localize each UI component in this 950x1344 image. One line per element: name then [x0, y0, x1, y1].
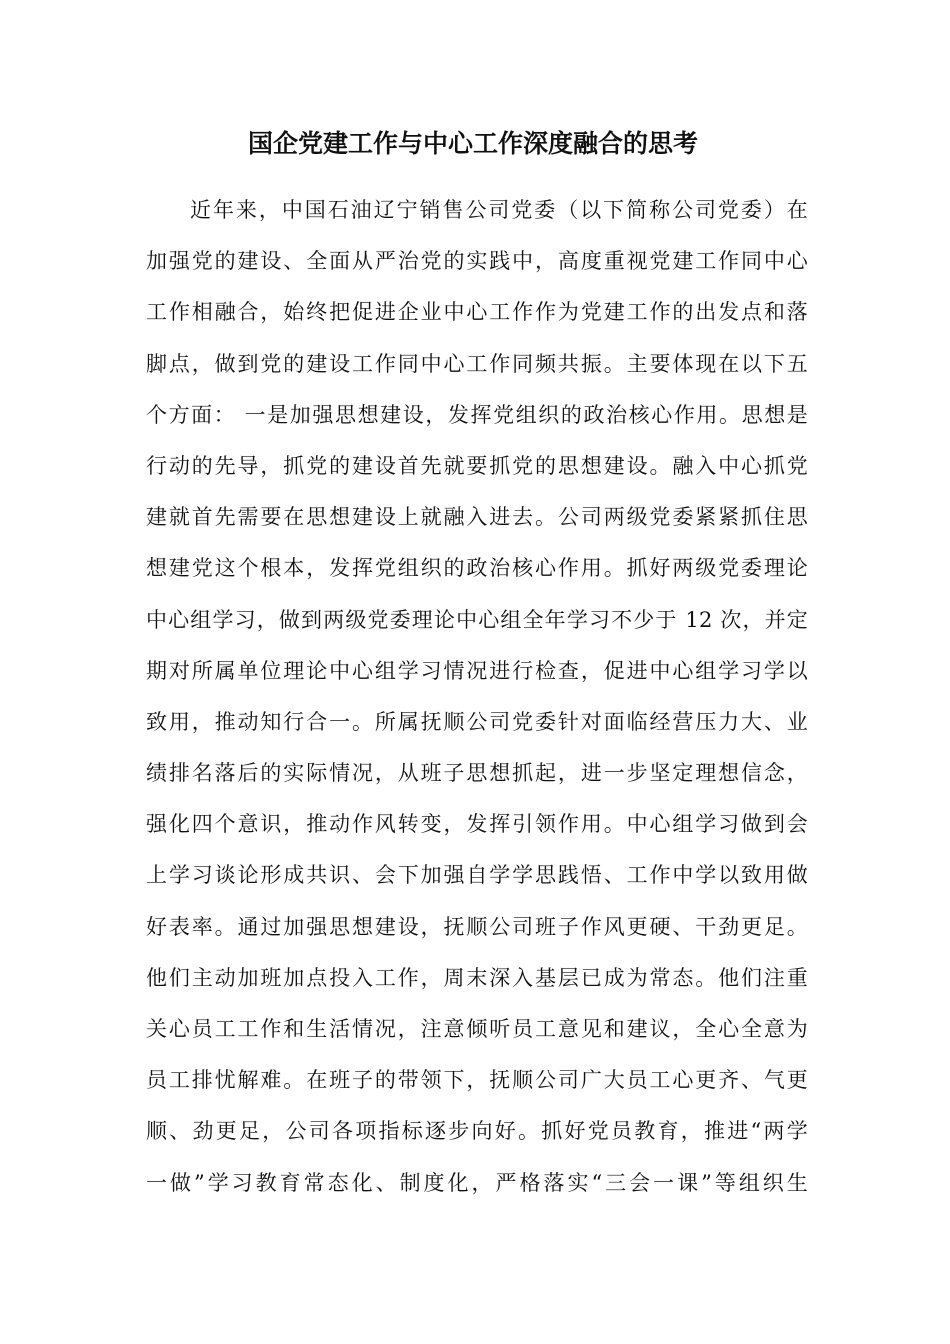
body-line: 绩排名落后的实际情况，从班子思想抓起，进一步坚定理想信念，	[146, 761, 808, 786]
body-line: 近年来，中国石油辽宁销售公司党委（以下简称公司党委）在	[190, 198, 808, 222]
body-line: 好表率。通过加强思想建设，抚顺公司班子作风更硬、干劲更足。	[146, 914, 808, 939]
body-line: 行动的先导，抓党的建设首先就要抓党的思想建设。融入中心抓党	[146, 453, 808, 478]
body-line: 一做”学习教育常态化、制度化，严格落实“三会一课”等组织生	[146, 1170, 808, 1195]
body-line: 中心组学习，做到两级党委理论中心组全年学习不少于 12 次，并定	[146, 607, 808, 632]
body-line: 强化四个意识，推动作风转变，发挥引领作用。中心组学习做到会	[146, 812, 808, 837]
document-body	[146, 185, 808, 1209]
body-line: 想建党这个根本，发挥党组织的政治核心作用。抓好两级党委理论	[146, 556, 808, 581]
body-line: 他们主动加班加点投入工作，周末深入基层已成为常态。他们注重	[146, 965, 808, 990]
body-line: 致用，推动知行合一。所属抚顺公司党委针对面临经营压力大、业	[146, 709, 808, 734]
body-line: 工作相融合，始终把促进企业中心工作作为党建工作的出发点和落	[146, 300, 808, 325]
body-line: 加强党的建设、全面从严治党的实践中，高度重视党建工作同中心	[146, 249, 808, 274]
body-line: 关心员工工作和生活情况，注意倾听员工意见和建议，全心全意为	[146, 1017, 808, 1041]
body-line: 脚点，做到党的建设工作同中心工作同频共振。主要体现在以下五	[146, 351, 808, 376]
body-line: 个方面： 一是加强思想建设，发挥党组织的政治核心作用。思想是	[146, 402, 808, 427]
body-line: 期对所属单位理论中心组学习情况进行检查，促进中心组学习学以	[146, 658, 808, 683]
body-line: 员工排忧解难。在班子的带领下，抚顺公司广大员工心更齐、气更	[146, 1068, 808, 1093]
body-line: 上学习谈论形成共识、会下加强自学学思践悟、工作中学以致用做	[146, 863, 808, 888]
document-title: 国企党建工作与中心工作深度融合的思考	[248, 129, 699, 158]
body-line: 建就首先需要在思想建设上就融入进去。公司两级党委紧紧抓住思	[146, 505, 808, 530]
body-line: 顺、劲更足，公司各项指标逐步向好。抓好党员教育，推进“两学	[146, 1119, 808, 1144]
